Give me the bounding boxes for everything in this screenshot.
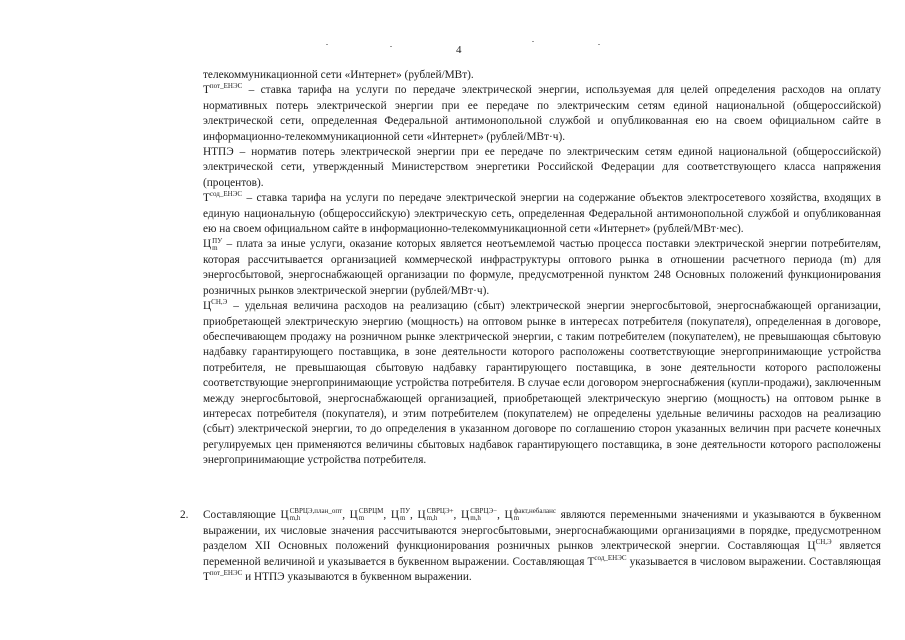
symbol-sup: ПУ (212, 236, 223, 245)
symbol-sup: СВРЦЭ− (470, 507, 498, 516)
definition-csn (203, 299, 881, 468)
symbol-sub: m,h (289, 514, 301, 523)
component-c5 (461, 509, 497, 521)
paragraph: телекоммуникационной сети «Интернет» (рублей/МВт). (203, 69, 474, 81)
symbol-sub: m (513, 514, 520, 523)
definition-tsod (203, 191, 881, 237)
scan-speck (598, 44, 600, 45)
item-text: указывается в числовом выражении. Составляющая (629, 555, 881, 568)
symbol-t: Т (203, 571, 210, 584)
symbol-sup: факт,небаланс (513, 507, 556, 516)
item-lead: Составляющие (203, 509, 276, 521)
symbol-t: Т (587, 555, 595, 568)
scan-speck (326, 44, 328, 45)
definition-cpu (203, 237, 881, 299)
symbol-sup: СВРЦМ (358, 507, 384, 516)
component-c2 (350, 509, 384, 521)
symbol-c: Ц (349, 509, 358, 521)
definition-ntpe: НТПЭ – норматив потерь электрической энергии при ее передаче по электрическим сетям единой национальной (общероссийской) электрической сети, утвержденный Министерством энергетики Российской Федерации для соответствующего класса напряжения (процентов). (203, 146, 881, 189)
definitions-text (203, 68, 881, 469)
symbol-c: Ц (504, 509, 513, 521)
symbol-sup: СВРЦЭ+ (426, 507, 454, 516)
symbol-c: Ц (203, 300, 212, 313)
definition-text: – ставка тарифа на услуги по передаче электрической энергии на содержание объектов электросетевого хозяйства, входящих в единую национальную (общероссийскую) электрическую сеть, определенная Федеральной антимонопольной службой и опубликованная ею на своем официальном сайте в информационно-телекоммуникационной сети «Интернет» (рублей/МВт·мес). (203, 192, 881, 236)
scan-speck (532, 41, 534, 42)
symbol-c: Ц (417, 509, 426, 521)
symbol-sup: сод_ЕНЭС (209, 190, 242, 199)
symbol-sup: СН,Э (815, 538, 832, 547)
component-c3 (391, 509, 410, 521)
symbol-sup: СН,Э (211, 298, 228, 307)
symbol-sup: пот_ЕНЭС (209, 569, 243, 578)
symbol-c: Ц (807, 540, 816, 553)
list-number: 2. (180, 509, 189, 521)
list-item-text: Составляющие Ц СВРЦЭ,план_опт m,h , Ц СВРЦМ m , Ц ПУ m , Ц СВРЦЭ+ m,h , Ц СВРЦЭ− m,h , Ц факт,небаланс m являются переменными значениями и указываются в буквенном выражении, их числовые значения рассчитываются энергосбытовыми, энергоснабжающими организациями в порядке, предусмотренном разделом XII Основных положений функционирования розничных рынков электрической энергии. Составляющая $Ц^{СН,Э}$ является переменной величиной и указывается в буквенном выражении. Составляющая $Т^{сод\_ЕНЭС}$ указывается в числовом выражении. Составляющая $Т^{пот\_ЕНЭС}$ и НТПЭ указываются в буквенном выражении. (203, 507, 881, 584)
symbol-sup: ПУ (400, 507, 411, 516)
symbol-sup: пот_ЕНЭС (209, 82, 243, 91)
symbol-c: Ц (280, 509, 289, 521)
symbol-sub: m (358, 514, 365, 523)
definition-text: – плата за иные услуги, оказание которых является неотъемлемой частью процесса поставки электрической энергии потребителям, которая рассчитывается организацией коммерческой инфраструктуры оптового рынка в отношении расчетного периода (m) для энергосбытовой, энергоснабжающей организации по формуле, предусмотренной пунктом 248 Основных положений функционирования розничных рынков электрической энергии (рублей/МВт·ч). (203, 238, 882, 297)
definition-text: – удельная величина расходов на реализацию (сбыт) электрической энергии энергосбытовой, энергоснабжающей организации, приобретающей электрическую энергию (мощность) на оптовом рынке в интересах потребителя (покупателя), определенная в договоре, обеспечивающем продажу на розничном рынке электрической энергии, с таким потребителем (покупателем), не превышающая сбытовую надбавку гарантирующего поставщика, в зоне деятельности которого расположены соответствующие энергопринимающие устройства потребителя, не превышающая сбытовую надбавку гарантирующего поставщика, в зоне деятельности которого расположены соответствующие энергопринимающие устройства потребителя. В случае если договором энергоснабжения (купли-продажи), заключенным между энергосбытовой, энергоснабжающей организацией, приобретающей электрическую энергию (мощность) на оптовом рынке в интересах потребителя (покупателя), и этим потребителем (покупателем) не определены удельные величины расходов на реализацию (сбыт) электрической энергии, то до определения в указанном договоре по соглашению сторон указанных величин при расчете конечных регулируемых цен применяются величины сбытовых надбавок гарантирующего поставщика, в зоне деятельности которого расположены энергопринимающие устройства потребителя. (203, 300, 882, 467)
symbol-sub: m,h (470, 514, 481, 523)
component-c1 (280, 509, 342, 521)
symbol-t: Т (203, 84, 210, 97)
scan-speck (390, 46, 392, 47)
definition-text: – ставка тарифа на услуги по передаче электрической энергии, используемая для целей определения расходов на оплату нормативных потерь электрической энергии при ее передаче по электрическим сетям единой национальной (общероссийской) электрической сети, определенная Федеральной антимонопольной службой и опубликованная ею на своем официальном сайте в информационно-телекоммуникационной сети «Интернет» (рублей/МВт·ч). (203, 84, 881, 143)
symbol-sup: сод_ЕНЭС (594, 554, 627, 563)
component-c4 (418, 509, 454, 521)
symbol-c: Ц (390, 509, 400, 521)
symbol-t: Т (203, 192, 210, 205)
symbol-c: Ц (461, 509, 470, 521)
item-text: являются переменными значениями и указываются в буквенном выражении, их числовые значения рассчитываются энергосбытовыми, энергоснабжающими организациями в порядке, предусмотренном разделом XII Основных положений функционирования розничных рынков электрической энергии. Составляющая (203, 509, 881, 553)
symbol-sub: m (212, 243, 218, 252)
definition-tpot (203, 83, 881, 145)
page-number: 4 (456, 44, 462, 56)
item-text: и НТПЭ указываются в буквенном выражении. (245, 571, 472, 584)
symbol-sup: СВРЦЭ,план_опт (289, 507, 343, 516)
symbol-c: Ц (203, 238, 212, 251)
component-c6 (505, 509, 556, 521)
symbol-sub: m,h (426, 514, 438, 523)
symbol-sub: m (400, 514, 406, 523)
list-item-2 (180, 508, 881, 586)
item-text: является переменной величиной и указывается в буквенном выражении. Составляющая (203, 540, 881, 568)
